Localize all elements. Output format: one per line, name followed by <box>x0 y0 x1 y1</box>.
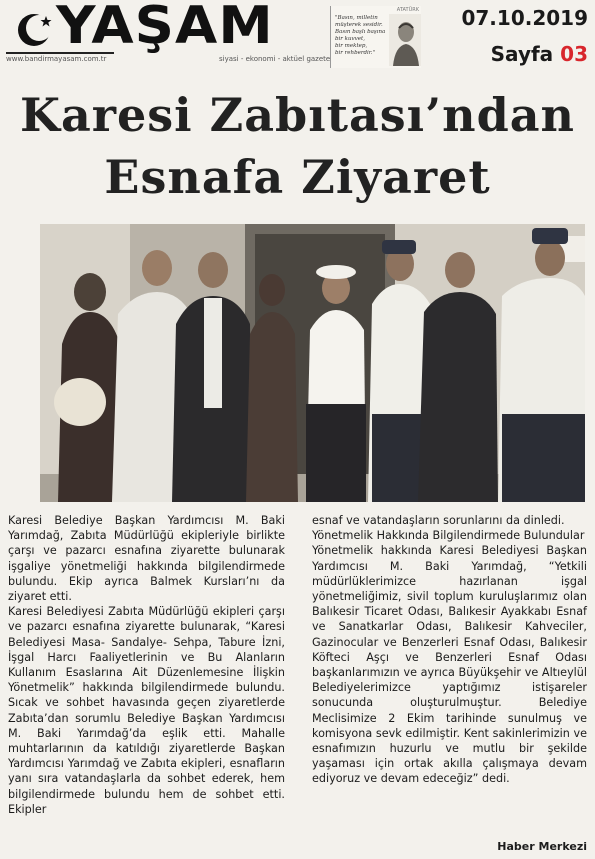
headline-line-1: Karesi Zabıtası’ndan <box>20 88 575 142</box>
portrait-icon <box>389 14 421 66</box>
quote-text: "Basın, milletin müşterek sesidir. Basın başlı başına bir kuvvet, bir mektep, bir rehberdir." <box>335 15 386 56</box>
article-body-left: Karesi Belediye Başkan Yardımcısı M. Baki Yarımdağ, Zabıta Müdürlüğü ekipleriyle birlikte çarşı ve pazarcı esnafına ziyarette bulunarak işgaliye yönetmeliği hakkında bilgilendirmede bulundu. Ekip ayrıca Balmek Kursları’nı da ziyaret etti. Karesi Belediyesi Zabıta Müdürlüğü ekipleri çarşı ve pazarcı esnafına ziyarette bulunarak, “Karesi Belediyesi Masa- Sandalye- Sehpa, Tabure İzni, İşgal Harcı Faaliyetlerinin ve Bu Alanların Kullanım Esaslarına Ait Düzenlemesine İlişkin Yönetmelik” hakkında bilgilendirmede bulundu. Sıcak ve sohbet havasında geçen ziyaretlerde Zabıta’dan sorumlu Belediye Başkan Yardımcısı M. Baki Yarımdağ’da eşlik etti. Mahalle muhtarlarının da katıldığı ziyaretlerde Başkan Yardımcısı Yarımdağ ve Zabıta ekipleri, esnafların yanı sıra vatandaşlarla da sohbet ederek, hem bilgilendirmede bulundu hem de sohbet etti. Ekipler <box>8 514 285 816</box>
article-headline <box>0 84 595 208</box>
article-body-right: esnaf ve vatandaşların sorunlarını da dinledi. Yönetmelik Hakkında Bilgilendirmede Bulundular Yönetmelik hakkında Karesi Belediyesi Başkan Yardımcısı M. Baki Yarımdağ, “Yetkili müdürlüklerimizce hazırlanan işgal yönetmeliğimiz, sivil toplum kuruluşlarımız olan Balıkesir Ticaret Odası, Balıkesir Ayakkabı Esnaf ve Sanatkarlar Odası, Balıkesir Kahveciler, Gazinocular ve Benzerleri Esnaf Odası, Balıkesir Köfteci Aşçı ve Benzerleri Esnaf Odası başkanlarımızın ve ayrıca Büyükşehir ve Altıeylül Belediyelerimizce yaptığımız istişareler sonucunda oluşturulmuştur. Belediye Meclisimize 2 Ekim tarihinde sunulmuş ve komisyona sevk edilmiştir. Kent sakinlerimizin ve esnafımızın huzurlu ve mutlu bir şekilde yaşaması için ortak akılla çalışmaya devam ediyoruz ve devam edeceğiz” dedi. <box>312 514 587 786</box>
issue-date: 07.10.2019 <box>461 6 588 30</box>
headline-line-2: Esnafa Ziyaret <box>104 150 491 204</box>
masthead <box>0 0 595 82</box>
crescent-star-icon <box>16 10 56 50</box>
newspaper-logo[interactable] <box>4 0 334 70</box>
newspaper-name: YAŞAM <box>56 0 274 56</box>
quote-label: ATATÜRK <box>396 7 419 13</box>
byline: Haber Merkezi <box>497 840 587 853</box>
page-number: 03 <box>560 42 588 66</box>
website-url[interactable]: www.bandirmayasam.com.tr <box>6 52 114 65</box>
group-photo <box>40 224 585 502</box>
ataturk-quote-box <box>330 6 421 68</box>
newspaper-tagline: siyasi - ekonomi - aktüel gazete <box>219 55 331 63</box>
page-word: Sayfa <box>490 42 554 66</box>
article-photo <box>40 224 585 502</box>
page-number-label <box>470 42 588 66</box>
